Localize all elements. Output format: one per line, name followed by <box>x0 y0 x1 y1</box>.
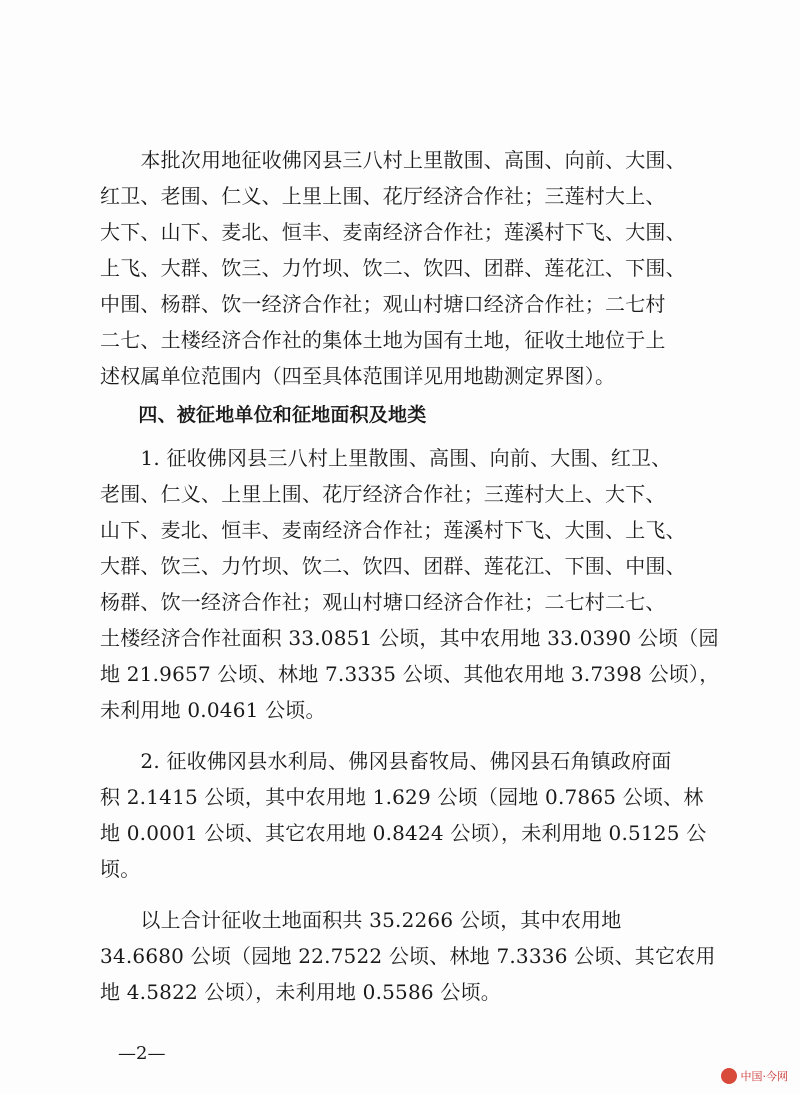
paragraph-1-line-6: 二七、土楼经济合作社的集体土地为国有土地，征收土地位于上 <box>100 328 666 352</box>
section-heading: 四、被征地单位和征地面积及地类 <box>100 404 427 426</box>
paragraph-1-line-3: 大下、山下、麦北、恒丰、麦南经济合作社；莲溪村下飞、大围、 <box>100 220 686 244</box>
item-1-line-8: 未利用地 0.0461 公顷。 <box>100 698 326 722</box>
watermark <box>721 1068 789 1084</box>
paragraph-1-line-1: 本批次用地征收佛冈县三八村上里散围、高围、向前、大围、 <box>100 148 686 172</box>
item-1-line-2: 老围、仁义、上里上围、花厅经济合作社；三莲村大上、大下、 <box>100 482 666 506</box>
item-2-line-4: 顷。 <box>100 857 141 881</box>
summary-line-1: 以上合计征收土地面积共 35.2266 公顷，其中农用地 <box>100 908 622 932</box>
item-2-line-2: 积 2.1415 公顷，其中农用地 1.629 公顷（园地 0.7865 公顷、林 <box>100 785 704 809</box>
item-1-line-5: 杨群、饮一经济合作社；观山村塘口经济合作社；二七村二七、 <box>100 590 666 614</box>
paragraph-1-line-4: 上飞、大群、饮三、力竹坝、饮二、饮四、团群、莲花江、下围、 <box>100 256 686 280</box>
item-1-line-4: 大群、饮三、力竹坝、饮二、饮四、团群、莲花江、下围、中围、 <box>100 554 686 578</box>
paragraph-1-line-2: 红卫、老围、仁义、上里上围、花厅经济合作社；三莲村大上、 <box>100 184 666 208</box>
item-2-line-3: 地 0.0001 公顷、其它农用地 0.8424 公顷），未利用地 0.5125 公 <box>100 821 707 845</box>
page-number: —2— <box>118 1043 166 1064</box>
watermark-logo-icon <box>721 1068 737 1084</box>
paragraph-1-line-7: 述权属单位范围内（四至具体范围详见用地勘测定界图）。 <box>100 364 616 388</box>
item-1-line-6: 土楼经济合作社面积 33.0851 公顷，其中农用地 33.0390 公顷（园 <box>100 626 719 650</box>
item-1-line-3: 山下、麦北、恒丰、麦南经济合作社；莲溪村下飞、大围、上飞、 <box>100 518 686 542</box>
paragraph-1-line-5: 中围、杨群、饮一经济合作社；观山村塘口经济合作社；二七村 <box>100 292 666 316</box>
item-1-line-1: 1. 征收佛冈县三八村上里散围、高围、向前、大围、红卫、 <box>100 446 672 470</box>
item-2-line-1: 2. 征收佛冈县水利局、佛冈县畜牧局、佛冈县石角镇政府面 <box>100 749 672 773</box>
item-1-line-7: 地 21.9657 公顷、林地 7.3335 公顷、其他农用地 3.7398 公顷）， <box>100 662 720 686</box>
watermark-text: 中国·今网 <box>740 1070 788 1083</box>
summary-line-2: 34.6680 公顷（园地 22.7522 公顷、林地 7.3336 公顷、其它农用 <box>100 944 716 968</box>
summary-line-3: 地 4.5822 公顷），未利用地 0.5586 公顷。 <box>100 980 501 1004</box>
